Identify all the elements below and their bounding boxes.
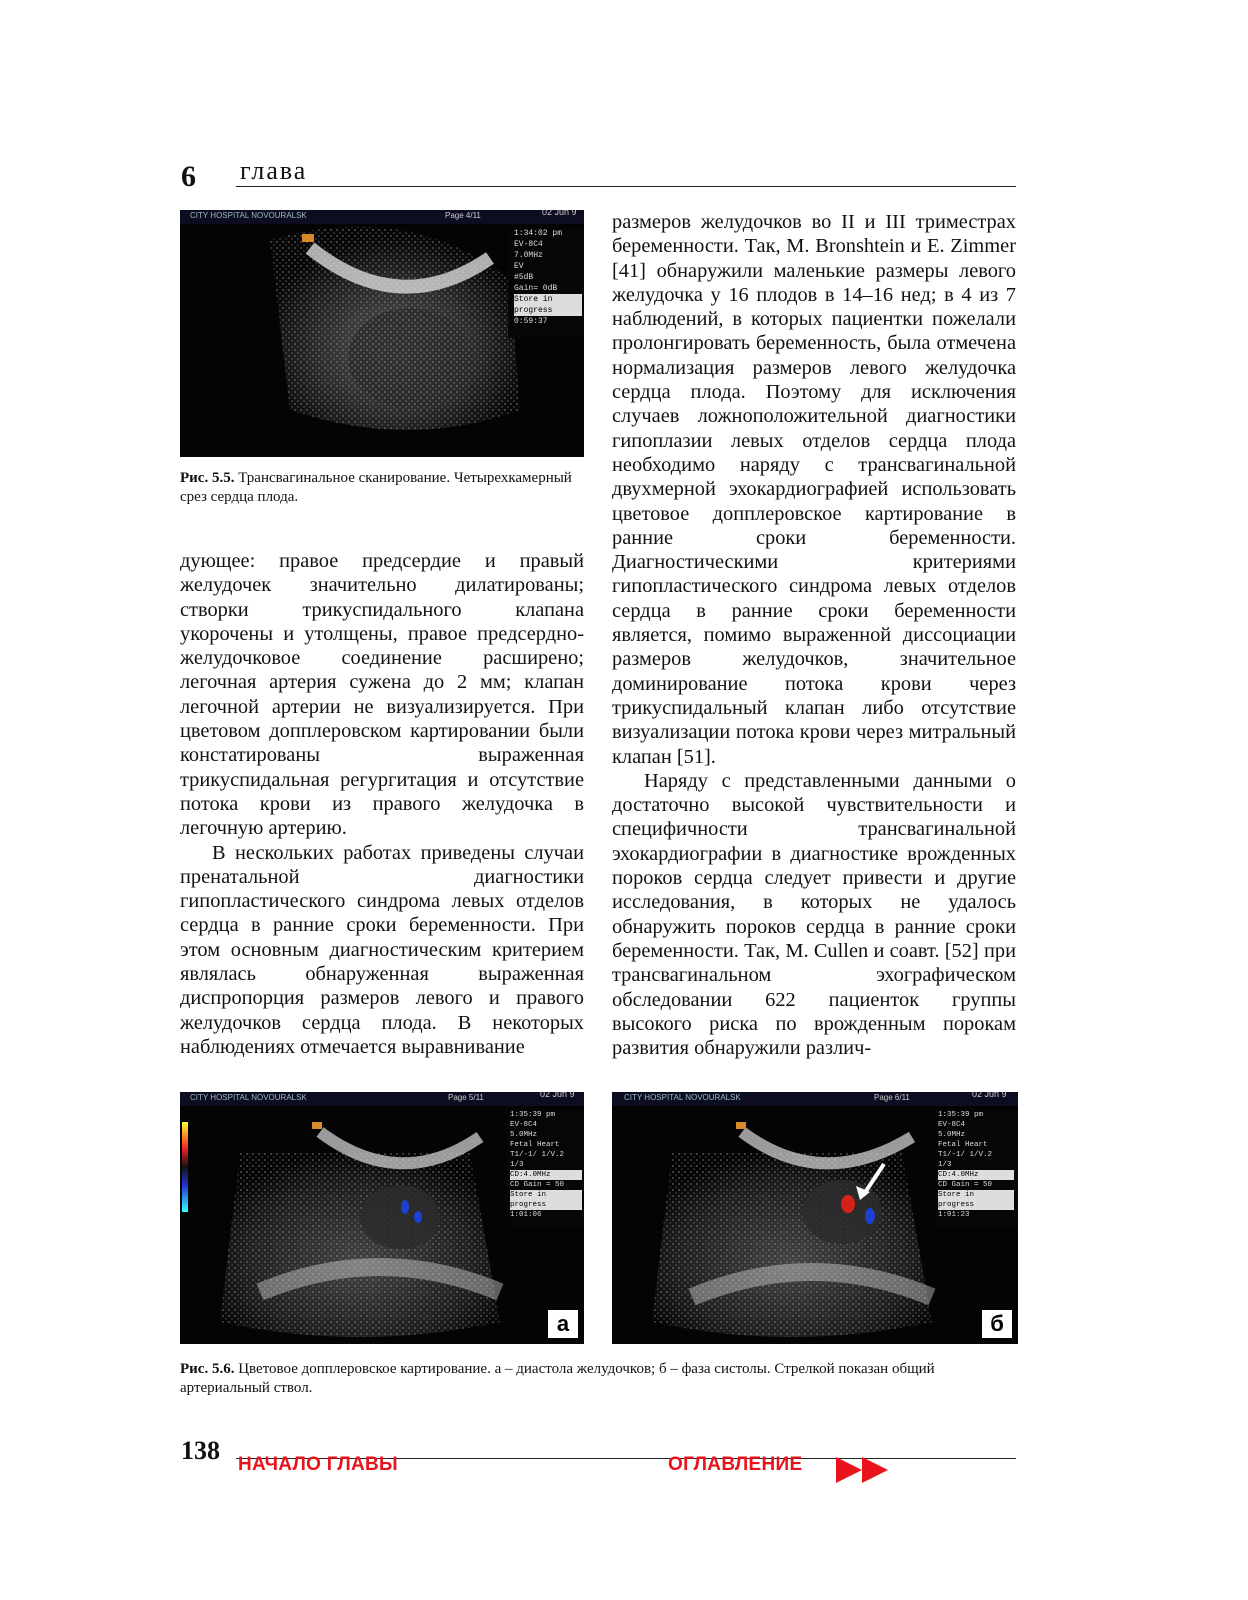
contents-link[interactable]: ОГЛАВЛЕНИЕ <box>668 1454 803 1475</box>
caption-text: Трансвагинальное сканирование. Четырехкамерный срез сердца плода. <box>180 470 572 505</box>
chapter-start-link[interactable]: НАЧАЛО ГЛАВЫ <box>238 1454 398 1475</box>
screen-param: Store in progress <box>514 294 582 316</box>
screen-date: 02 Jun 9 <box>542 210 577 217</box>
screen-time: 1:34:02 pm <box>514 229 563 238</box>
screen-param: CD Gain = 50 <box>938 1181 993 1189</box>
screen-time: 1:35:39 pm <box>938 1111 984 1119</box>
screen-page: Page 6/11 <box>874 1093 910 1102</box>
caption-text: Цветовое допплеровское картирование. а – диастола желудочков; б – фаза систолы. Стрелкой показан общий артериальный ствол. <box>180 1361 935 1396</box>
screen-param: 1/3 <box>510 1161 524 1169</box>
forward-arrows-icon[interactable] <box>836 1455 892 1490</box>
screen-param: T1/-1/ 1/V.2 <box>938 1151 993 1159</box>
screen-param: #5dB <box>514 273 534 282</box>
screen-param: CD:4.0MHz <box>938 1170 1014 1180</box>
left-column <box>180 549 584 1059</box>
paragraph: дующее: правое предсердие и правый желудочек значительно дилатированы; створки трикуспидального клапана укорочены и утолщены, правое предсердно-желудочковое соединение расширено; легочная артерия сужена до 2 мм; клапан легочной артерии не визуализируется. При цветовом допплеровском картировании были констатированы выраженная трикуспидальная регургитация и отсутствие потока крови из правого желудочка в легочную артерию. <box>180 550 584 840</box>
screen-param: 0:59:37 <box>514 317 548 326</box>
paragraph: В нескольких работах приведены случаи пренатальной диагностики гипопластического синдрома левых отделов сердца в ранние сроки беременности. При этом основным диагностическим критерием являлась обнаруженная выраженная диспропорция размеров левого и правого желудочков сердца плода. В некоторых наблюдениях отмечается выравнивание <box>180 841 584 1058</box>
page-number: 138 <box>181 1436 220 1465</box>
screen-param: Store in progress <box>938 1190 1014 1210</box>
screen-param: 7.0MHz <box>514 251 543 260</box>
screen-hospital: CITY HOSPITAL NOVOURALSK <box>190 211 307 220</box>
screen-page: Page 4/11 <box>445 211 481 220</box>
screen-hospital: CITY HOSPITAL NOVOURALSK <box>624 1093 741 1102</box>
right-column <box>612 210 1016 1060</box>
caption-label: Рис. 5.5. <box>180 470 235 486</box>
figure-5-6-panel-a <box>180 1092 584 1344</box>
screen-param: 1:01:06 <box>510 1211 542 1219</box>
screen-param: T1/-1/ 1/V.2 <box>510 1151 565 1159</box>
screen-param: CD Gain = 50 <box>510 1181 565 1189</box>
screen-date: 02 Jun 9 <box>972 1092 1007 1099</box>
screen-param: CD:4.0MHz <box>510 1170 582 1180</box>
screen-date: 02 Jun 9 <box>540 1092 575 1099</box>
screen-param: Store in progress <box>510 1190 582 1210</box>
screen-param: 1:01:23 <box>938 1211 970 1219</box>
screen-param: EV-8C4 <box>938 1121 966 1129</box>
screen-hospital: CITY HOSPITAL NOVOURALSK <box>190 1093 307 1102</box>
screen-param: EV-8C4 <box>514 240 543 249</box>
panel-label-b: б <box>982 1310 1012 1338</box>
screen-params <box>510 1110 582 1220</box>
header-rule <box>236 186 1016 187</box>
screen-param: EV <box>514 262 524 271</box>
caption-label: Рис. 5.6. <box>180 1361 235 1377</box>
screen-param: 1/3 <box>938 1161 952 1169</box>
paragraph: Наряду с представленными данными о достаточно высокой чувствительности и специфичности трансвагинальной эхокардиографии в диагностике врожденных пороков сердца следует привести и другие исследования, в которых не удалось обнаружить пороков сердца в ранние сроки беременности. Так, M. Cullen и соавт. [52] при трансвагинальном эхографическом обследовании 622 пациенток группы высокого риска по врожденным порокам развития обнаружили различ- <box>612 769 1016 1060</box>
paragraph: размеров желудочков во II и III триместрах беременности. Так, M. Bronshtein и E. Zimmer [41] обнаружили маленькие размеры левого желудочка у 16 плодов в 14–16 нед; в 4 из 7 наблюдений, в которых пациентки пожелали пролонгировать беременность, была отмечена нормализация размеров левого желудочка сердца плода. Поэтому для исключения случаев ложноположительной диагностики гипоплазии левых отделов сердца плода необходимо наряду с трансвагинальной двухмерной эхокардиографией использовать цветовое допплеровское картирование в ранние сроки беременности. Диагностическими критериями гипопластического синдрома левых отделов сердца в ранние сроки беременности является, помимо выраженной диссоциации размеров желудочков, значительное доминирование потока крови через трикуспидальный клапан либо отсутствие визуализации потока крови через митральный клапан [51]. <box>612 211 1016 768</box>
screen-param: Fetal Heart <box>938 1141 988 1149</box>
screen-param: EV-8C4 <box>510 1121 538 1129</box>
figure-5-5-caption <box>180 469 584 507</box>
figure-5-6-panel-b <box>612 1092 1018 1344</box>
screen-param: 5.0MHz <box>510 1131 538 1139</box>
panel-label-a: а <box>548 1310 578 1338</box>
screen-time: 1:35:39 pm <box>510 1111 556 1119</box>
chapter-number: 6 <box>181 160 196 193</box>
screen-page: Page 5/11 <box>448 1093 484 1102</box>
screen-param: 5.0MHz <box>938 1131 966 1139</box>
figure-5-6-caption <box>180 1360 1020 1398</box>
screen-param: Fetal Heart <box>510 1141 560 1149</box>
screen-params <box>514 228 582 327</box>
chapter-word: глава <box>240 156 308 185</box>
figure-5-5-ultrasound <box>180 210 584 457</box>
screen-param: Gain= 0dB <box>514 284 558 293</box>
screen-params <box>938 1110 1014 1220</box>
